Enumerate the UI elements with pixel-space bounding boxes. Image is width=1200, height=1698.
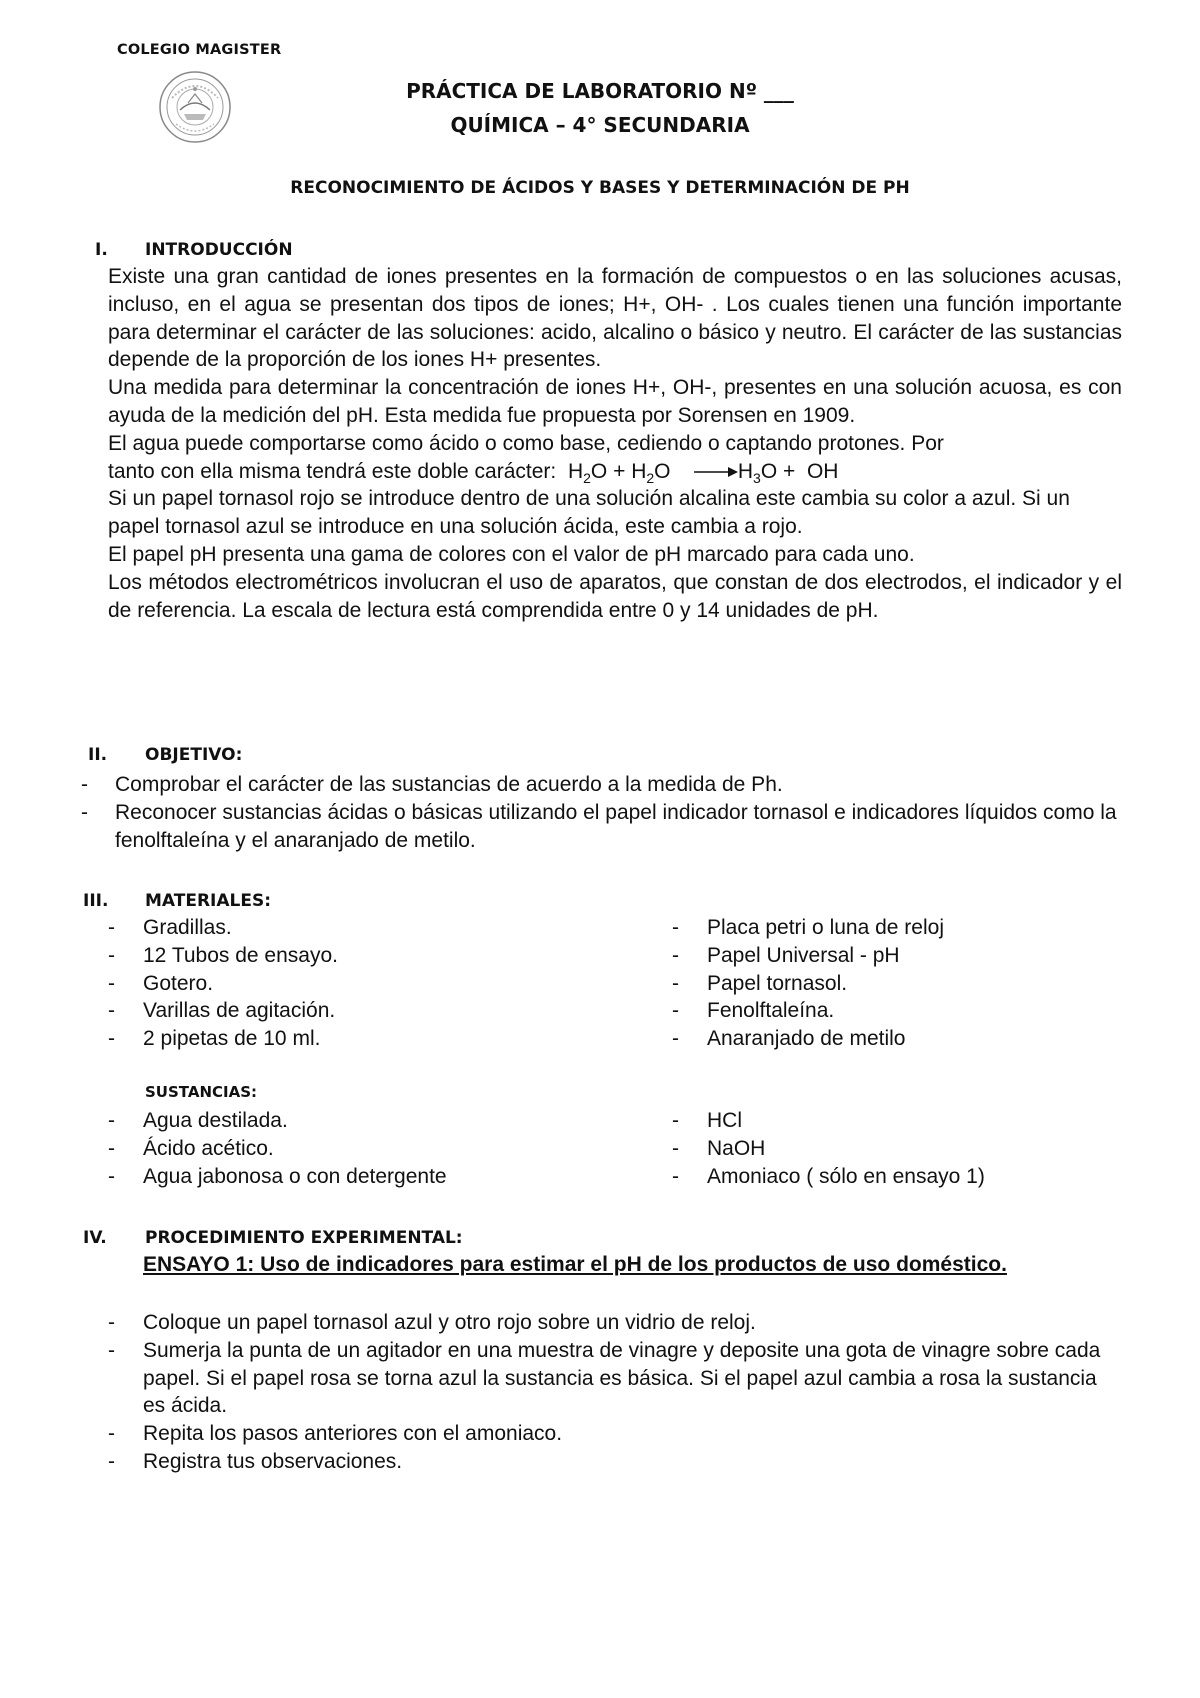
sustancias-right-list	[672, 1107, 1132, 1190]
intro-paragraph-4: Si un papel tornasol rojo se introduce dentro de una solución alcalina este cambia su color a azul. Si un papel tornasol azul se introduce en una solución ácida, este cambia a rojo.	[108, 487, 1070, 539]
section-number-procedimiento: IV.	[83, 1228, 107, 1248]
intro-paragraph-2: Una medida para determinar la concentración de iones H+, OH-, presentes en una solución acuosa, es con ayuda de la medición del pH. Esta medida fue propuesta por Sorensen en 1909.	[108, 376, 1122, 427]
list-item: - Agua jabonosa o con detergente	[108, 1164, 447, 1188]
ensayo-1-title: ENSAYO 1: Uso de indicadores para estimar el pH de los productos de uso doméstico.	[143, 1253, 1007, 1276]
intro-equation-line	[108, 458, 1122, 486]
sustancias-heading: SUSTANCIAS:	[145, 1083, 258, 1101]
list-item: - Repita los pasos anteriores con el amoniaco.	[108, 1422, 563, 1446]
list-item: - Registra tus observaciones.	[108, 1449, 403, 1473]
list-item: - Comprobar el carácter de las sustancias de acuerdo a la medida de Ph.	[81, 773, 783, 796]
water-equation: $H_2O + H_2O$ $H_3O$ + OH	[567, 459, 839, 486]
intro-body	[108, 263, 1122, 624]
section-heading-intro: INTRODUCCIÓN	[145, 240, 293, 260]
section-number-materiales: III.	[83, 891, 109, 911]
section-heading-objetivo: OBJETIVO:	[145, 745, 243, 765]
list-item: - Ácido acético.	[108, 1136, 274, 1160]
document-subtitle: RECONOCIMIENTO DE ÁCIDOS Y BASES Y DETERMINACIÓN DE PH	[290, 178, 910, 198]
equation-lead-text: tanto con ella misma tendrá este doble carácter:	[108, 459, 557, 483]
intro-paragraph-6: Los métodos electrométricos involucran el uso de aparatos, que constan de dos electrodos, el indicador y el de referencia. La escala de lectura está comprendida entre 0 y 14 unidades de pH.	[108, 570, 1122, 622]
list-item: - Placa petri o luna de reloj	[672, 916, 944, 939]
materiales-left-list	[108, 914, 628, 1053]
list-item: - Coloque un papel tornasol azul y otro rojo sobre un vidrio de reloj.	[108, 1311, 756, 1334]
list-item: - Anaranjado de metilo	[672, 1027, 906, 1051]
section-number-intro: I.	[95, 240, 108, 260]
intro-paragraph-1: Existe una gran cantidad de iones presentes en la formación de compuestos o en las soluciones acusas, incluso, en el agua se presentan dos tipos de iones; H+, OH- . Los cuales tienen una función importante para determinar el carácter de las soluciones: acido, alcalino o básico y neutro. El carácter de las sustancias depende de la proporción de los iones H+ presentes.	[108, 265, 1122, 372]
section-heading-materiales: MATERIALES:	[145, 891, 272, 911]
reaction-arrow-icon	[694, 466, 738, 478]
materiales-right-list	[672, 914, 1132, 1053]
list-item: - Papel tornasol.	[672, 971, 848, 995]
section-heading-procedimiento: PROCEDIMIENTO EXPERIMENTAL:	[145, 1228, 463, 1248]
sustancias-left-list	[108, 1107, 628, 1190]
list-item: - 2 pipetas de 10 ml.	[108, 1027, 321, 1051]
list-item: - Fenolftaleína.	[672, 999, 835, 1023]
list-item: - Sumerja la punta de un agitador en una muestra de vinagre y deposite una gota de vinagre sobre cada papel. Si el papel rosa se torna azul la sustancia es básica. Si el papel azul cambia a rosa la sustancia es ácida.	[108, 1338, 1101, 1418]
intro-paragraph-3: El agua puede comportarse como ácido o como base, cediendo o captando protones. Por	[108, 431, 944, 455]
subject-title: QUÍMICA – 4° SECUNDARIA	[450, 113, 750, 137]
list-item: - NaOH	[672, 1136, 766, 1160]
lab-title: PRÁCTICA DE LABORATORIO Nº ___	[406, 79, 794, 103]
objetivo-list	[81, 771, 1121, 854]
list-item: - Amoniaco ( sólo en ensayo 1)	[672, 1164, 985, 1188]
list-item: - HCl	[672, 1109, 742, 1132]
list-item: - Varillas de agitación.	[108, 999, 336, 1023]
list-item: - Gotero.	[108, 971, 214, 995]
list-item: - Reconocer sustancias ácidas o básicas utilizando el papel indicador tornasol e indicadores líquidos como la fenolftaleína y el anaranjado de metilo.	[81, 800, 1117, 852]
list-item: - Agua destilada.	[108, 1109, 288, 1132]
list-item: - 12 Tubos de ensayo.	[108, 943, 338, 967]
school-name: COLEGIO MAGISTER	[117, 42, 282, 58]
intro-paragraph-5: El papel pH presenta una gama de colores con el valor de pH marcado para cada uno.	[108, 542, 915, 566]
section-number-objetivo: II.	[88, 745, 108, 765]
list-item: - Papel Universal - pH	[672, 943, 900, 967]
procedimiento-steps	[108, 1309, 1123, 1476]
list-item: - Gradillas.	[108, 916, 232, 939]
